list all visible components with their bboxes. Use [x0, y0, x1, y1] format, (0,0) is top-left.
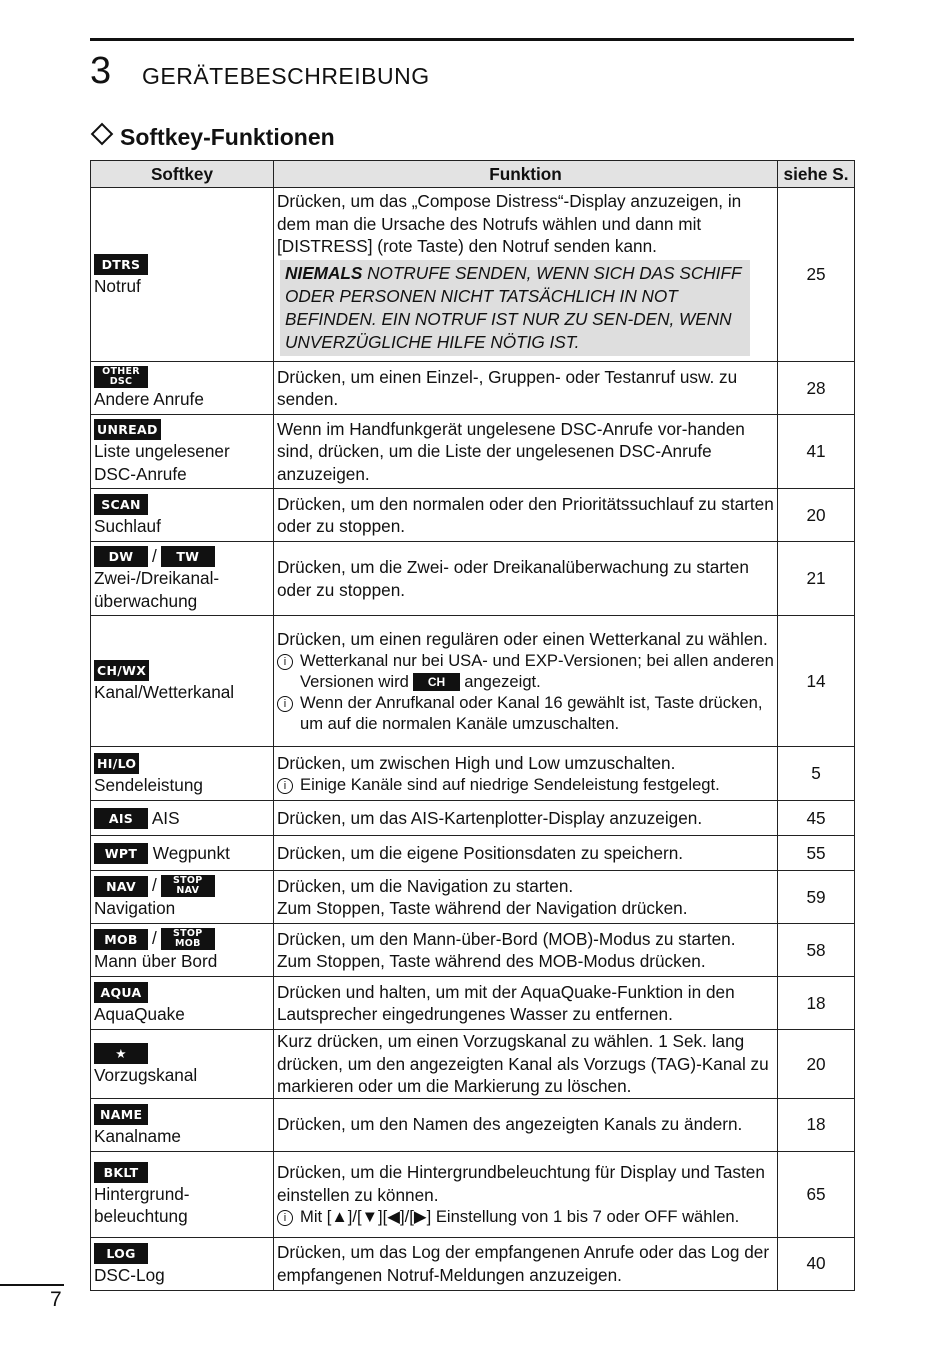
- page-ref: 18: [778, 1098, 855, 1151]
- page-number: 7: [50, 1288, 62, 1311]
- table-row: [91, 924, 855, 977]
- softkey-label: DSC-Log: [94, 1264, 165, 1285]
- softkey-top-text: OTHER: [102, 366, 140, 378]
- info-icon: i: [277, 696, 293, 712]
- note-text: Wenn der Anrufkanal oder Kanal 16 gewählt ist, Taste drücken, um auf die normalen Kanäle umzuschalten.: [300, 693, 763, 734]
- softkey-cell: [91, 542, 274, 616]
- info-icon: i: [277, 654, 293, 670]
- softkey-label: Zwei-/Dreikanal-überwachung: [94, 568, 220, 611]
- function-text: Drücken, um das „Compose Distress“-Display anzuzeigen, in dem man die Ursache des Notrufs wählen und dann mit [DISTRESS] (rote Taste) den Notruf senden kann.: [277, 191, 742, 257]
- page-ref: 20: [778, 1030, 855, 1099]
- softkey-cell: [91, 836, 274, 871]
- diamond-icon: [91, 123, 114, 146]
- table-row: [91, 1237, 855, 1290]
- page-ref: 20: [778, 489, 855, 542]
- section-title-text: Softkey-Funktionen: [120, 124, 335, 150]
- note: [277, 692, 774, 734]
- softkey-tw: TW: [161, 546, 215, 567]
- softkey-cell: [91, 924, 274, 977]
- softkey-label: Andere Anrufe: [94, 389, 204, 410]
- softkey-top-text: STOP: [173, 928, 203, 940]
- table-row: [91, 801, 855, 836]
- softkey-bklt: BKLT: [94, 1162, 148, 1183]
- softkey-unread: UNREAD: [94, 419, 161, 440]
- softkey-cell: [91, 1237, 274, 1290]
- separator: /: [152, 875, 157, 896]
- note-text: Mit [▲]/[▼][◀]/[▶] Einstellung von 1 bis 7 oder OFF wählen.: [300, 1207, 740, 1226]
- function-text: Drücken, um die Zwei- oder Dreikanalüberwachung zu starten oder zu stoppen.: [274, 542, 778, 616]
- section-title: [90, 124, 335, 151]
- function-cell: [274, 924, 778, 977]
- softkey-bottom-text: DSC: [109, 376, 133, 388]
- softkey-dtrs: DTRS: [94, 254, 148, 275]
- note-text: angezeigt.: [464, 672, 541, 692]
- function-cell: [274, 188, 778, 362]
- softkey-cell: [91, 415, 274, 489]
- softkey-nav: NAV: [94, 876, 148, 897]
- function-text: Drücken, um einen regulären oder einen Wetterkanal zu wählen.: [277, 628, 768, 649]
- softkey-name: NAME: [94, 1104, 148, 1125]
- softkey-label: Sendeleistung: [94, 774, 203, 795]
- softkey-scan: SCAN: [94, 494, 148, 515]
- softkey-cell: [91, 489, 274, 542]
- table-row: [91, 489, 855, 542]
- function-text: Drücken, um die Navigation zu starten.: [277, 875, 574, 896]
- function-text: Drücken und halten, um mit der AquaQuake-Funktion in den Lautsprecher eingedrungenes Wasser zu entfernen.: [274, 977, 778, 1030]
- function-text-2: Zum Stoppen, Taste während des MOB-Modus drücken.: [277, 951, 706, 971]
- softkey-cell: [91, 747, 274, 801]
- softkey-label: Mann über Bord: [94, 951, 218, 972]
- note-text: Einige Kanäle sind auf niedrige Sendeleistung festgelegt.: [300, 775, 720, 795]
- header-funktion: Funktion: [274, 161, 778, 188]
- info-icon: i: [277, 778, 293, 794]
- function-text: Drücken, um den Namen des angezeigten Kanals zu ändern.: [274, 1098, 778, 1151]
- page-ref: 14: [778, 616, 855, 747]
- softkey-table: [90, 160, 855, 1291]
- function-text: Drücken, um den normalen oder den Prioritätssuchlauf zu starten oder zu stoppen.: [274, 489, 778, 542]
- softkey-cell: [91, 1151, 274, 1237]
- softkey-ch-wx: CH/WX: [94, 660, 149, 681]
- softkey-label: Suchlauf: [94, 516, 161, 537]
- page-ref: 41: [778, 415, 855, 489]
- table-row: [91, 362, 855, 415]
- softkey-cell: [91, 871, 274, 924]
- softkey-cell: [91, 616, 274, 747]
- table-row: [91, 1030, 855, 1099]
- table-row: [91, 977, 855, 1030]
- note: [277, 650, 774, 692]
- softkey-label: AIS: [151, 807, 180, 828]
- softkey-top-text: STOP: [173, 875, 203, 887]
- table-row: [91, 871, 855, 924]
- softkey-bottom-text: MOB: [174, 938, 201, 950]
- separator: /: [152, 928, 157, 949]
- page-ref: 45: [778, 801, 855, 836]
- softkey-wpt: WPT: [94, 843, 148, 864]
- softkey-ais: AIS: [94, 808, 148, 829]
- function-text: Drücken, um den Mann-über-Bord (MOB)-Modus zu starten.: [277, 928, 736, 949]
- function-text: Drücken, um zwischen High und Low umzuschalten.: [277, 752, 676, 773]
- page-ref: 5: [778, 747, 855, 801]
- softkey-cell: [91, 362, 274, 415]
- function-cell: [274, 871, 778, 924]
- softkey-label: Notruf: [94, 275, 141, 296]
- warning-box: [280, 260, 750, 356]
- star-icon: ★: [94, 1043, 148, 1064]
- softkey-label: Wegpunkt: [152, 842, 230, 863]
- function-cell: [274, 1151, 778, 1237]
- softkey-other-dsc: [94, 366, 148, 388]
- info-icon: i: [277, 1210, 293, 1226]
- softkey-label: Hintergrund-beleuchtung: [94, 1183, 190, 1227]
- table-row: [91, 1098, 855, 1151]
- function-text: Kurz drücken, um einen Vorzugskanal zu wählen. 1 Sek. lang drücken, um den angezeigten Kanal als Vorzugs (TAG)-Kanal zu markieren oder um die Markierung zu löschen.: [274, 1030, 778, 1099]
- page-ref: 25: [778, 188, 855, 362]
- softkey-dw: DW: [94, 546, 148, 567]
- top-rule: [90, 38, 854, 41]
- function-text-2: Zum Stoppen, Taste während der Navigation drücken.: [277, 898, 688, 918]
- softkey-cell: [91, 801, 274, 836]
- softkey-cell: [91, 1030, 274, 1099]
- page-ref: 65: [778, 1151, 855, 1237]
- softkey-stop-nav: [161, 875, 215, 897]
- footer-rule: [0, 1284, 64, 1286]
- table-header-row: [91, 161, 855, 188]
- softkey-label: AquaQuake: [94, 1004, 185, 1025]
- function-text: Drücken, um die Hintergrundbeleuchtung für Display und Tasten einstellen zu können.: [277, 1162, 765, 1205]
- softkey-cell: [91, 1098, 274, 1151]
- function-cell: [274, 616, 778, 747]
- function-text: Drücken, um die eigene Positionsdaten zu speichern.: [274, 836, 778, 871]
- page-ref: 55: [778, 836, 855, 871]
- page-ref: 18: [778, 977, 855, 1030]
- table-row: [91, 616, 855, 747]
- note-text: Wetterkanal nur bei USA- und EXP-Versionen; bei allen anderen Versionen wird: [300, 651, 774, 692]
- header-softkey: Softkey: [91, 161, 274, 188]
- chapter-number: 3: [90, 50, 112, 92]
- function-text: Drücken, um das AIS-Kartenplotter-Display anzuzeigen.: [274, 801, 778, 836]
- softkey-aqua: AQUA: [94, 982, 148, 1003]
- header-seite: siehe S.: [778, 161, 855, 188]
- table-row: [91, 836, 855, 871]
- note: [277, 1206, 774, 1227]
- inline-ch-key: CH: [413, 673, 460, 691]
- table-row: [91, 1151, 855, 1237]
- table-row: [91, 188, 855, 362]
- softkey-log: LOG: [94, 1243, 148, 1264]
- warning-bold: NIEMALS: [285, 262, 363, 283]
- softkey-label: Kanal/Wetterkanal: [94, 682, 235, 703]
- function-text: Drücken, um das Log der empfangenen Anrufe oder das Log der empfangenen Notruf-Meldungen anzuzeigen.: [274, 1237, 778, 1290]
- softkey-mob: MOB: [94, 929, 148, 950]
- note: [277, 774, 774, 795]
- softkey-label: Vorzugskanal: [94, 1064, 198, 1085]
- page-ref: 59: [778, 871, 855, 924]
- page-ref: 40: [778, 1237, 855, 1290]
- page-ref: 58: [778, 924, 855, 977]
- softkey-stop-mob: [161, 928, 215, 950]
- table-row: [91, 415, 855, 489]
- function-cell: [274, 747, 778, 801]
- softkey-cell: [91, 977, 274, 1030]
- page-ref: 28: [778, 362, 855, 415]
- chapter-title: GERÄTEBESCHREIBUNG: [142, 63, 430, 89]
- page-ref: 21: [778, 542, 855, 616]
- function-text: Drücken, um einen Einzel-, Gruppen- oder Testanruf usw. zu senden.: [274, 362, 778, 415]
- softkey-label: Kanalname: [94, 1125, 181, 1146]
- separator: /: [152, 545, 157, 566]
- softkey-bottom-text: NAV: [176, 885, 200, 897]
- warning-text: NOTRUFE SENDEN, WENN SICH DAS SCHIFF ODER PERSONEN NICHT TATSÄCHLICH IN NOT BEFINDEN. EIN NOTRUF IST NUR ZU SEN-DEN, WENN UNVERZÜGLICHE HILFE NÖTIG IST.: [285, 262, 742, 352]
- softkey-label: Liste ungelesener DSC-Anrufe: [94, 441, 230, 484]
- table-row: [91, 747, 855, 801]
- function-text: Wenn im Handfunkgerät ungelesene DSC-Anrufe vor-handen sind, drücken, um die Liste der ungelesenen DSC-Anrufe anzuzeigen.: [274, 415, 778, 489]
- softkey-cell: [91, 188, 274, 362]
- table-row: [91, 542, 855, 616]
- softkey-hi-lo: HI/LO: [94, 753, 139, 774]
- softkey-label: Navigation: [94, 898, 176, 919]
